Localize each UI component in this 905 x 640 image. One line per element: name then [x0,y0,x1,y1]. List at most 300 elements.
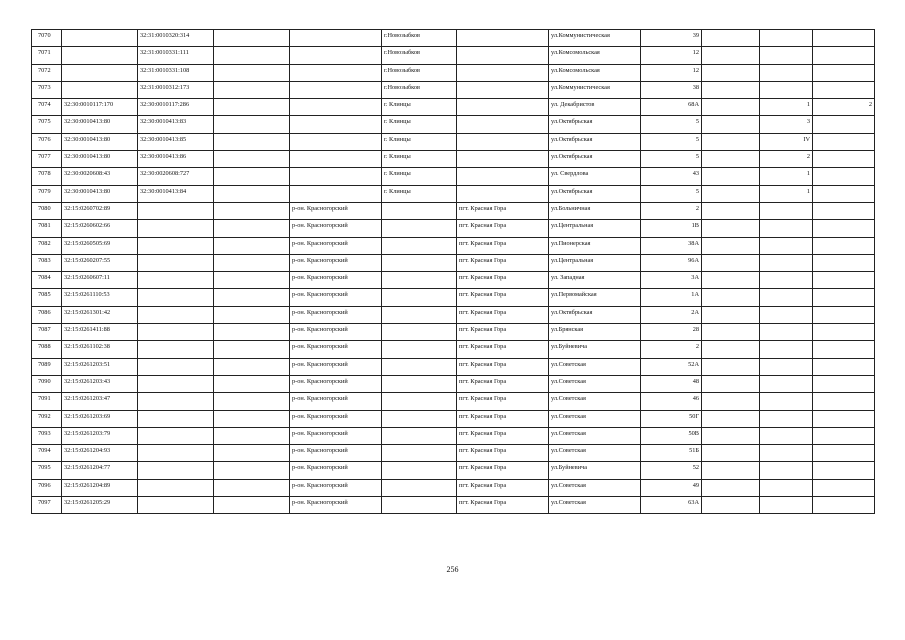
district-cell: р-он. Красногорский [290,393,382,410]
building-cell [702,133,760,150]
street-cell: ул.Октябрьская [549,116,641,133]
object-cadastral-number-cell [138,341,214,358]
district-cell: р-он. Красногорский [290,479,382,496]
apartment-cell: 3 [760,116,813,133]
extra-number-cell [214,306,290,323]
building-cell [702,202,760,219]
house-cell: 68А [641,99,702,116]
extra-number-cell [214,151,290,168]
row-number-cell: 7094 [32,445,62,462]
object-cadastral-number-cell [138,497,214,514]
street-cell: ул.Буйневича [549,462,641,479]
room-cell [813,358,875,375]
row-number-cell: 7090 [32,375,62,392]
cadastral-number-cell: 32:30:0010117:170 [62,99,138,116]
table-row [32,393,875,410]
apartment-cell: 2 [760,151,813,168]
house-cell: 38 [641,81,702,98]
row-number-cell: 7097 [32,497,62,514]
extra-number-cell [214,358,290,375]
cadastral-number-cell: 32:15:0261203:43 [62,375,138,392]
district-cell [290,99,382,116]
house-cell: 96А [641,254,702,271]
table-row [32,47,875,64]
extra-number-cell [214,462,290,479]
object-cadastral-number-cell [138,237,214,254]
apartment-cell: 1 [760,168,813,185]
building-cell [702,324,760,341]
cadastral-number-cell [62,64,138,81]
city-cell [382,237,457,254]
house-cell: 1А [641,289,702,306]
street-cell: ул.Первомайская [549,289,641,306]
city-cell [382,220,457,237]
apartment-cell [760,341,813,358]
apartment-cell: 1 [760,185,813,202]
district-cell: р-он. Красногорский [290,497,382,514]
district-cell: р-он. Красногорский [290,254,382,271]
room-cell [813,497,875,514]
house-cell: 12 [641,64,702,81]
district-cell [290,81,382,98]
extra-number-cell [214,272,290,289]
city-cell [382,427,457,444]
house-cell: 2 [641,341,702,358]
room-cell [813,254,875,271]
cadastral-number-cell: 32:15:0260702:89 [62,202,138,219]
table-row [32,151,875,168]
apartment-cell [760,306,813,323]
room-cell [813,445,875,462]
row-number-cell: 7092 [32,410,62,427]
building-cell [702,427,760,444]
city-cell [382,497,457,514]
row-number-cell: 7070 [32,30,62,47]
apartment-cell [760,393,813,410]
extra-number-cell [214,168,290,185]
locality-cell: пгт. Красная Гора [457,445,549,462]
city-cell [382,202,457,219]
table-row [32,220,875,237]
row-number-cell: 7075 [32,116,62,133]
table-row [32,133,875,150]
table-row [32,462,875,479]
street-cell: ул.Коммунистическая [549,30,641,47]
cadastral-number-cell: 32:15:0261204:89 [62,479,138,496]
room-cell [813,427,875,444]
extra-number-cell [214,116,290,133]
city-cell: г. Клинцы [382,151,457,168]
house-cell: 51Б [641,445,702,462]
row-number-cell: 7077 [32,151,62,168]
city-cell: г. Клинцы [382,185,457,202]
object-cadastral-number-cell [138,462,214,479]
district-cell: р-он. Красногорский [290,220,382,237]
city-cell [382,272,457,289]
building-cell [702,272,760,289]
object-cadastral-number-cell [138,272,214,289]
row-number-cell: 7089 [32,358,62,375]
district-cell: р-он. Красногорский [290,358,382,375]
row-number-cell: 7076 [32,133,62,150]
cadastral-number-cell [62,30,138,47]
cadastral-number-cell: 32:15:0261204:93 [62,445,138,462]
cadastral-number-cell: 32:15:0261102:38 [62,341,138,358]
street-cell: ул.Комсомольская [549,64,641,81]
district-cell [290,168,382,185]
locality-cell: пгт. Красная Гора [457,254,549,271]
object-cadastral-number-cell: 32:30:0010413:86 [138,151,214,168]
apartment-cell: 1 [760,99,813,116]
house-cell: 48 [641,375,702,392]
apartment-cell [760,445,813,462]
extra-number-cell [214,410,290,427]
table-row [32,30,875,47]
extra-number-cell [214,254,290,271]
object-cadastral-number-cell [138,445,214,462]
district-cell: р-он. Красногорский [290,375,382,392]
room-cell: 2 [813,99,875,116]
district-cell [290,30,382,47]
city-cell: г. Клинцы [382,168,457,185]
city-cell [382,306,457,323]
extra-number-cell [214,237,290,254]
table-row [32,168,875,185]
object-cadastral-number-cell [138,306,214,323]
house-cell: 50В [641,427,702,444]
city-cell: г.Новозыбков [382,64,457,81]
locality-cell [457,64,549,81]
table-row [32,116,875,133]
object-cadastral-number-cell [138,220,214,237]
street-cell: ул.Брянская [549,324,641,341]
city-cell [382,289,457,306]
house-cell: 3А [641,272,702,289]
street-cell: ул.Октябрьская [549,306,641,323]
street-cell: ул.Буйневича [549,341,641,358]
room-cell [813,47,875,64]
apartment-cell [760,272,813,289]
object-cadastral-number-cell: 32:30:0010413:85 [138,133,214,150]
page-number: 256 [446,565,459,574]
cadastral-number-cell: 32:15:0261301:42 [62,306,138,323]
house-cell: 38А [641,237,702,254]
row-number-cell: 7088 [32,341,62,358]
cadastral-number-cell: 32:30:0010413:80 [62,133,138,150]
building-cell [702,462,760,479]
district-cell: р-он. Красногорский [290,445,382,462]
house-cell: 52 [641,462,702,479]
district-cell [290,64,382,81]
room-cell [813,341,875,358]
room-cell [813,393,875,410]
street-cell: ул.Советская [549,427,641,444]
street-cell: ул. Западная [549,272,641,289]
cadastral-number-cell: 32:15:0261411:88 [62,324,138,341]
row-number-cell: 7087 [32,324,62,341]
room-cell [813,289,875,306]
locality-cell [457,185,549,202]
street-cell: ул.Советская [549,445,641,462]
table-row [32,410,875,427]
object-cadastral-number-cell [138,324,214,341]
locality-cell [457,116,549,133]
building-cell [702,393,760,410]
object-cadastral-number-cell [138,254,214,271]
extra-number-cell [214,47,290,64]
street-cell: ул.Октябрьская [549,133,641,150]
building-cell [702,116,760,133]
street-cell: ул.Центральная [549,254,641,271]
extra-number-cell [214,133,290,150]
table-row [32,375,875,392]
street-cell: ул.Советская [549,375,641,392]
object-cadastral-number-cell [138,410,214,427]
locality-cell: пгт. Красная Гора [457,410,549,427]
room-cell [813,237,875,254]
locality-cell: пгт. Красная Гора [457,497,549,514]
locality-cell: пгт. Красная Гора [457,479,549,496]
registry-rows [32,30,875,514]
house-cell: 52А [641,358,702,375]
object-cadastral-number-cell: 32:30:0010413:84 [138,185,214,202]
cadastral-number-cell: 32:30:0010413:80 [62,151,138,168]
locality-cell [457,47,549,64]
city-cell [382,358,457,375]
room-cell [813,30,875,47]
building-cell [702,81,760,98]
city-cell: г. Клинцы [382,99,457,116]
row-number-cell: 7071 [32,47,62,64]
extra-number-cell [214,341,290,358]
table-row [32,64,875,81]
room-cell [813,324,875,341]
house-cell: 49 [641,479,702,496]
row-number-cell: 7080 [32,202,62,219]
city-cell [382,375,457,392]
locality-cell [457,151,549,168]
district-cell: р-он. Красногорский [290,237,382,254]
room-cell [813,151,875,168]
city-cell [382,479,457,496]
extra-number-cell [214,99,290,116]
apartment-cell [760,479,813,496]
house-cell: 63А [641,497,702,514]
room-cell [813,306,875,323]
building-cell [702,237,760,254]
city-cell: г. Клинцы [382,133,457,150]
building-cell [702,30,760,47]
object-cadastral-number-cell: 32:30:0010117:286 [138,99,214,116]
locality-cell: пгт. Красная Гора [457,237,549,254]
city-cell: г.Новозыбков [382,47,457,64]
object-cadastral-number-cell [138,479,214,496]
extra-number-cell [214,479,290,496]
house-cell: 5 [641,133,702,150]
city-cell [382,393,457,410]
room-cell [813,410,875,427]
cadastral-number-cell: 32:15:0261204:77 [62,462,138,479]
house-cell: 39 [641,30,702,47]
table-row [32,341,875,358]
house-cell: 28 [641,324,702,341]
row-number-cell: 7083 [32,254,62,271]
building-cell [702,410,760,427]
row-number-cell: 7079 [32,185,62,202]
row-number-cell: 7093 [32,427,62,444]
apartment-cell [760,324,813,341]
city-cell: г. Клинцы [382,116,457,133]
district-cell: р-он. Красногорский [290,324,382,341]
street-cell: ул.Советская [549,479,641,496]
cadastral-number-cell: 32:15:0261110:53 [62,289,138,306]
row-number-cell: 7078 [32,168,62,185]
locality-cell [457,168,549,185]
city-cell [382,254,457,271]
district-cell: р-он. Красногорский [290,410,382,427]
object-cadastral-number-cell [138,358,214,375]
house-cell: 5 [641,116,702,133]
row-number-cell: 7095 [32,462,62,479]
city-cell [382,445,457,462]
building-cell [702,497,760,514]
district-cell [290,133,382,150]
building-cell [702,479,760,496]
locality-cell [457,30,549,47]
street-cell: ул.Советская [549,410,641,427]
apartment-cell [760,497,813,514]
locality-cell: пгт. Красная Гора [457,393,549,410]
city-cell [382,324,457,341]
building-cell [702,151,760,168]
extra-number-cell [214,324,290,341]
row-number-cell: 7073 [32,81,62,98]
building-cell [702,341,760,358]
row-number-cell: 7086 [32,306,62,323]
city-cell: г.Новозыбков [382,30,457,47]
object-cadastral-number-cell [138,202,214,219]
locality-cell: пгт. Красная Гора [457,341,549,358]
extra-number-cell [214,445,290,462]
extra-number-cell [214,375,290,392]
street-cell: ул.Центральная [549,220,641,237]
row-number-cell: 7096 [32,479,62,496]
room-cell [813,220,875,237]
object-cadastral-number-cell [138,375,214,392]
house-cell: 1В [641,220,702,237]
street-cell: ул. Декабристов [549,99,641,116]
district-cell: р-он. Красногорский [290,202,382,219]
building-cell [702,185,760,202]
table-row [32,324,875,341]
table-row [32,185,875,202]
district-cell [290,47,382,64]
cadastral-number-cell: 32:15:0261203:47 [62,393,138,410]
extra-number-cell [214,185,290,202]
row-number-cell: 7082 [32,237,62,254]
apartment-cell [760,237,813,254]
city-cell [382,410,457,427]
cadastral-number-cell: 32:15:0260505:69 [62,237,138,254]
street-cell: ул. Свердлова [549,168,641,185]
cadastral-number-cell: 32:15:0260607:11 [62,272,138,289]
building-cell [702,358,760,375]
apartment-cell [760,427,813,444]
cadastral-number-cell: 32:15:0260602:66 [62,220,138,237]
building-cell [702,47,760,64]
street-cell: ул.Октябрьская [549,151,641,168]
cadastral-number-cell: 32:15:0261203:69 [62,410,138,427]
district-cell [290,185,382,202]
city-cell: г.Новозыбков [382,81,457,98]
extra-number-cell [214,81,290,98]
building-cell [702,64,760,81]
apartment-cell [760,220,813,237]
row-number-cell: 7085 [32,289,62,306]
house-cell: 50Г [641,410,702,427]
locality-cell: пгт. Красная Гора [457,462,549,479]
row-number-cell: 7091 [32,393,62,410]
room-cell [813,375,875,392]
cadastral-number-cell [62,81,138,98]
street-cell: ул.Больничная [549,202,641,219]
building-cell [702,168,760,185]
apartment-cell [760,375,813,392]
locality-cell [457,81,549,98]
extra-number-cell [214,497,290,514]
building-cell [702,99,760,116]
locality-cell [457,99,549,116]
apartment-cell [760,81,813,98]
object-cadastral-number-cell: 32:31:0010320:314 [138,30,214,47]
room-cell [813,168,875,185]
apartment-cell [760,358,813,375]
house-cell: 5 [641,151,702,168]
table-row [32,272,875,289]
table-row [32,99,875,116]
cadastral-number-cell: 32:15:0261203:79 [62,427,138,444]
district-cell: р-он. Красногорский [290,289,382,306]
locality-cell: пгт. Красная Гора [457,289,549,306]
row-number-cell: 7081 [32,220,62,237]
extra-number-cell [214,289,290,306]
apartment-cell [760,64,813,81]
row-number-cell: 7084 [32,272,62,289]
district-cell [290,116,382,133]
extra-number-cell [214,427,290,444]
table-row [32,237,875,254]
cadastral-number-cell: 32:15:0260207:55 [62,254,138,271]
street-cell: ул.Советская [549,393,641,410]
cadastral-number-cell: 32:15:0261205:29 [62,497,138,514]
table-row [32,306,875,323]
district-cell: р-он. Красногорский [290,272,382,289]
object-cadastral-number-cell: 32:30:0020608:727 [138,168,214,185]
object-cadastral-number-cell [138,427,214,444]
building-cell [702,375,760,392]
extra-number-cell [214,202,290,219]
building-cell [702,445,760,462]
city-cell [382,462,457,479]
locality-cell: пгт. Красная Гора [457,272,549,289]
street-cell: ул.Комсомольская [549,47,641,64]
building-cell [702,289,760,306]
house-cell: 2 [641,202,702,219]
apartment-cell [760,30,813,47]
table-row [32,427,875,444]
street-cell: ул.Советская [549,497,641,514]
street-cell: ул.Советская [549,358,641,375]
